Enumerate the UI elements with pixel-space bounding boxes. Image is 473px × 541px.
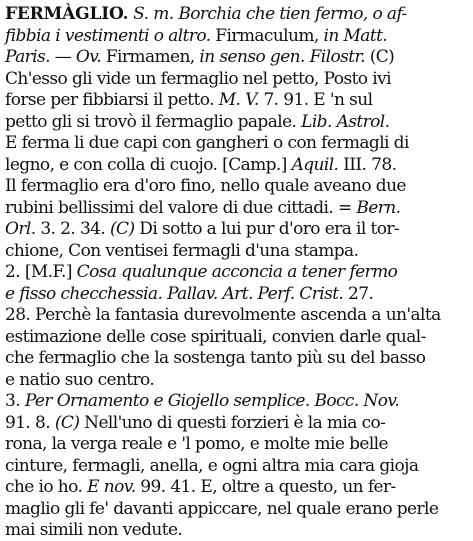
text-segment: Firmaculum, <box>210 25 324 46</box>
text-line <box>5 175 468 197</box>
text-segment: mai simili non vedute. <box>5 520 183 540</box>
text-line <box>5 46 468 68</box>
text-segment: Firmamen, <box>101 47 200 67</box>
text-segment: — <box>49 47 76 67</box>
text-line <box>5 154 468 176</box>
text-segment: E ferma li due capi con gangheri o con fermagli di <box>5 133 409 153</box>
text-line <box>5 304 468 326</box>
text-segment: 2. [M.F.] <box>5 262 77 282</box>
text-line <box>5 390 468 412</box>
text-line <box>5 132 468 154</box>
text-segment: 91. 8. <box>5 412 55 433</box>
text-segment: 28. Perchè la fantasia durevolmente ascenda a un'alta <box>5 305 441 325</box>
italic-text: (C) <box>54 412 80 433</box>
italic-text: in senso gen. Filostr. <box>199 47 365 67</box>
text-segment: legno, e con colla di cuojo. [Camp.] <box>5 154 292 175</box>
italic-text: Ov. <box>75 47 102 67</box>
text-segment: maglio gli fe' davanti appiccare, nel quale erano perle <box>5 498 439 519</box>
text-segment: che fermaglio che la sostenga tanto più su del basso <box>5 348 426 368</box>
text-line <box>5 89 468 111</box>
text-segment: estimazione delle cose spirituali, convien darle qual- <box>5 326 426 347</box>
italic-text: Aquil. <box>291 154 339 175</box>
italic-text: (C) <box>110 219 135 239</box>
text-line <box>5 68 468 90</box>
text-line <box>5 197 468 219</box>
text-segment: e natio suo centro. <box>5 369 155 390</box>
text-segment: che io ho. <box>5 477 88 497</box>
text-line <box>5 218 468 240</box>
text-line <box>5 347 468 369</box>
italic-text: M. V. <box>218 90 259 110</box>
text-segment: 3. 2. 34. <box>35 219 111 239</box>
text-line <box>5 240 468 262</box>
text-segment: Ch'esso gli vide un fermaglio nel petto, Posto ivi <box>5 68 391 89</box>
text-line <box>5 261 468 283</box>
text-line <box>5 412 468 434</box>
text-segment: rubini bellissimi del valore di due cittadi. = <box>5 197 357 218</box>
italic-text: Paris. <box>5 47 50 67</box>
text-line <box>5 455 468 477</box>
text-segment: 27. <box>343 283 374 304</box>
text-segment: Il fermaglio era d'oro fino, nello quale aveano due <box>5 176 406 196</box>
italic-text: Lib. Astrol. <box>301 111 390 132</box>
italic-text: Bern. <box>356 197 401 218</box>
text-segment: cinture, fermagli, anella, e ogni altra mia cara gioja <box>5 455 419 476</box>
text-line <box>5 476 468 498</box>
text-line <box>5 369 468 391</box>
text-segment: 99. 41. E, oltre a questo, un fer- <box>135 477 396 497</box>
text-line <box>5 283 468 305</box>
italic-text: in Matt. <box>323 25 388 46</box>
italic-text: Orl. <box>5 219 36 239</box>
text-line <box>5 3 468 25</box>
text-line <box>5 326 468 348</box>
text-segment: rona, la verga reale e 'l pomo, e molte mie belle <box>5 434 388 454</box>
text-line <box>5 519 468 541</box>
text-line <box>5 111 468 133</box>
italic-text: Cosa qualunque acconcia a tener fermo <box>76 262 398 282</box>
text-segment: Di sotto a lui pur d'oro era il tor- <box>134 219 400 239</box>
text-segment: 3. <box>5 391 25 411</box>
headword: FERMÀGLIO. <box>5 4 129 24</box>
text-line <box>5 498 468 520</box>
italic-text: E nov. <box>87 477 136 497</box>
text-line <box>5 25 468 47</box>
italic-text: e fisso checchessia. Pallav. Art. Perf. Crist. <box>5 283 344 304</box>
text-line <box>5 433 468 455</box>
text-segment: III. 78. <box>338 154 397 175</box>
text-segment: Nell'uno di questi forzieri è la mia co- <box>79 412 386 433</box>
italic-text: Per Ornamento e Giojello semplice. Bocc. Nov. <box>24 391 400 411</box>
text-segment: (C) <box>364 47 395 67</box>
text-segment: chione, Con ventisei fermagli d'una stampa. <box>5 240 359 261</box>
text-segment: petto gli si trovò il fermaglio papale. <box>5 111 302 132</box>
text-segment: 7. 91. E 'n sul <box>258 90 373 110</box>
italic-text: S. m. Borchia che tien fermo, o af- <box>133 4 407 24</box>
text-segment: forse per fibbiarsi il petto. <box>5 90 219 110</box>
italic-text: fibbia i vestimenti o altro. <box>5 25 211 46</box>
